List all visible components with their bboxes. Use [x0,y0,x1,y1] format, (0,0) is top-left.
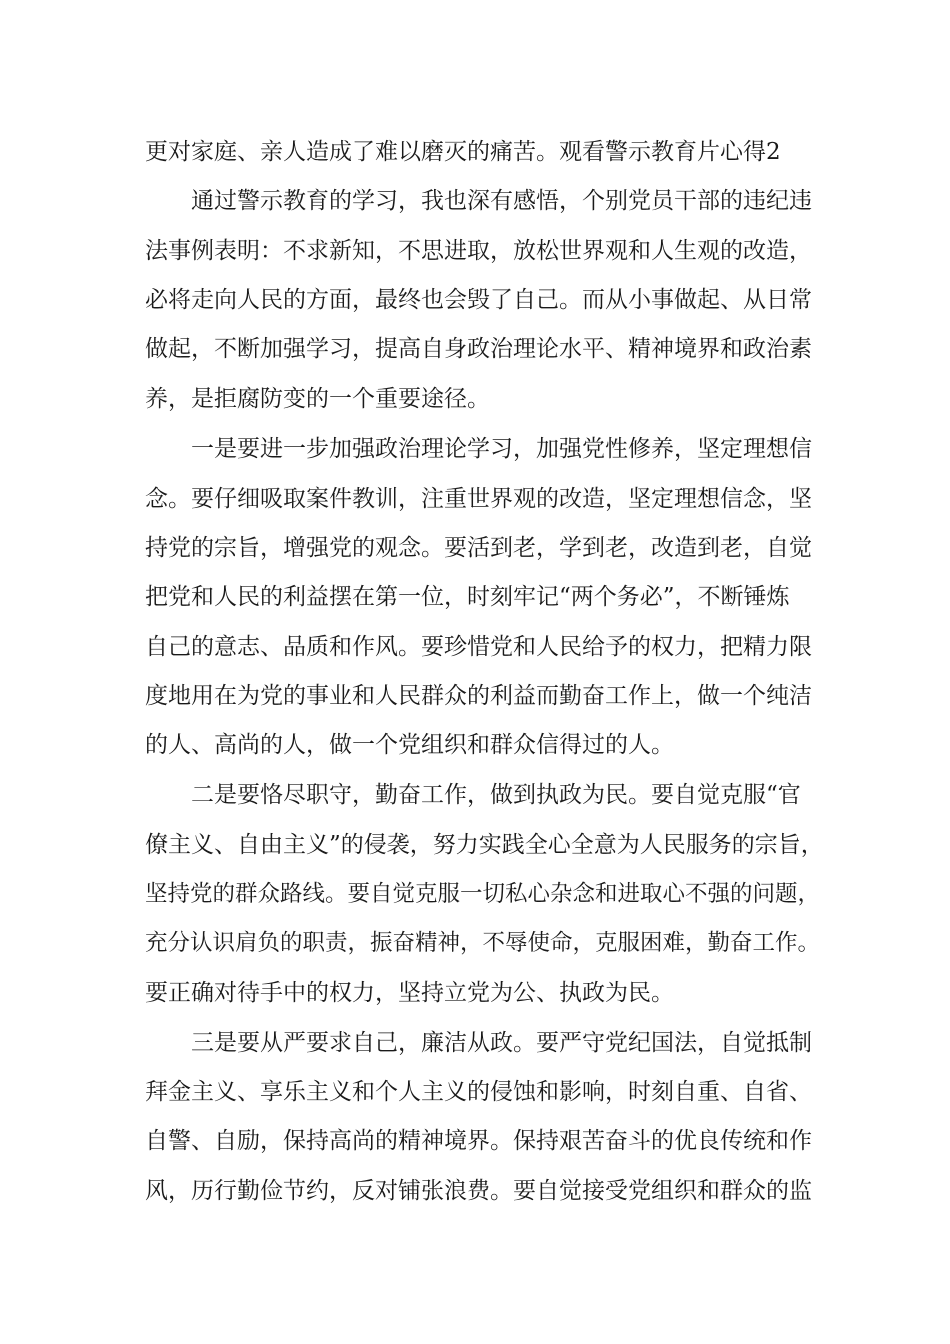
text-line: 法事例表明：不求新知，不思进取，放松世界观和人生观的改造， [145,238,812,264]
paragraph-first-line: 三是要从严要求自己，廉洁从政。要严守党纪国法，自觉抵制 [191,1030,812,1056]
text-line: 更对家庭、亲人造成了难以磨灭的痛苦。观看警示教育片心得2 [145,139,781,165]
text-line: 的人、高尚的人，做一个党组织和群众信得过的人。 [145,732,674,758]
text-line: 坚持党的群众路线。要自觉克服一切私心杂念和进取心不强的问题， [145,881,821,907]
text-line: 养，是拒腐防变的一个重要途径。 [145,386,490,412]
text-line: 充分认识肩负的职责，振奋精神，不辱使命，克服困难，勤奋工作。 [145,930,821,956]
paragraph-first-line: 通过警示教育的学习，我也深有感悟，个别党员干部的违纪违 [191,188,812,214]
text-line: 度地用在为党的事业和人民群众的利益而勤奋工作上，做一个纯洁 [145,683,812,709]
text-line: 念。要仔细吸取案件教训，注重世界观的改造，坚定理想信念，坚 [145,486,812,512]
paragraph-first-line: 二是要恪尽职守，勤奋工作，做到执政为民。要自觉克服“官 [191,782,801,808]
text-line: 僚主义、自由主义”的侵袭，努力实践全心全意为人民服务的宗旨， [145,832,824,858]
text-line: 风，历行勤俭节约，反对铺张浪费。要自觉接受党组织和群众的监 [145,1178,812,1204]
paragraph-first-line: 一是要进一步加强政治理论学习，加强党性修养，坚定理想信 [191,436,812,462]
text-line: 自警、自励，保持高尚的精神境界。保持艰苦奋斗的优良传统和作 [145,1128,812,1154]
text-line: 自己的意志、品质和作风。要珍惜党和人民给予的权力，把精力限 [145,634,812,660]
text-line: 持党的宗旨，增强党的观念。要活到老，学到老，改造到老，自觉 [145,535,812,561]
text-line: 拜金主义、享乐主义和个人主义的侵蚀和影响，时刻自重、自省、 [145,1079,812,1105]
text-line: 要正确对待手中的权力，坚持立党为公、执政为民。 [145,980,674,1006]
text-line: 必将走向人民的方面，最终也会毁了自己。而从小事做起、从日常 [145,287,812,313]
text-line: 做起，不断加强学习，提高自身政治理论水平、精神境界和政治素 [145,336,812,362]
text-line: 把党和人民的利益摆在第一位，时刻牢记“两个务必”，不断锤炼 [145,584,790,610]
